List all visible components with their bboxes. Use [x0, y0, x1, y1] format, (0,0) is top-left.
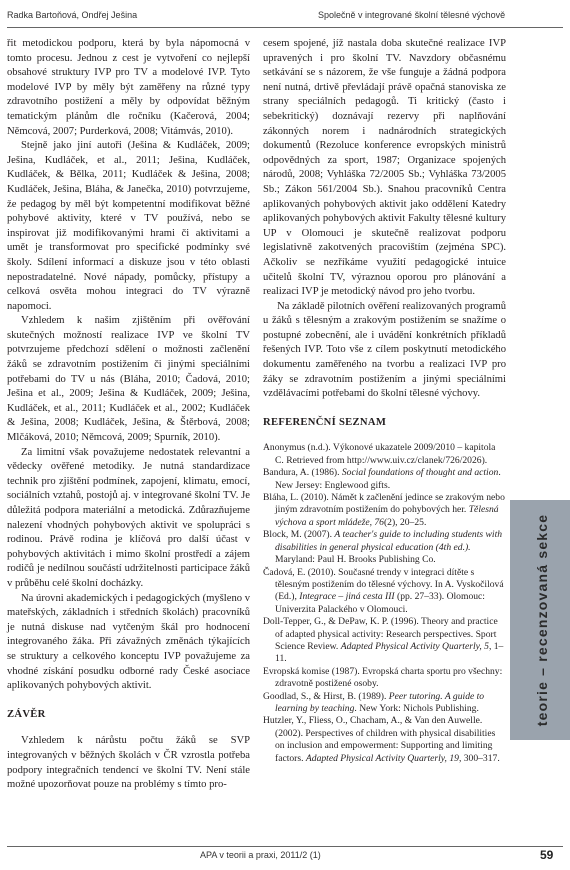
reference-text: Block, M. (2007). [263, 529, 335, 541]
page-header [0, 0, 570, 30]
reference-entry [263, 666, 506, 691]
reference-title: Peer tutoring. A guide to learning by teaching [275, 690, 485, 714]
paragraph: řit metodickou podporu, která by byla nápomocná v tomto procesu. Jednou z cest je vytvoření co nejlepší obsahové struktury IVP pro TV a modelové IVP. Tyto modelové IVP by měly být zaměřeny na různé typy zdravotního postižení a měly by odpovídat běžným tematickým plánům dle ročníku (Kačerová, 2004; Němcová, 2007; Purderková, 2008; Vitámvás, 2010). [7, 38, 250, 137]
footer-journal: APA v teorii a praxi, 2011/2 (1) [200, 850, 321, 860]
paragraph: Na úrovni akademických i pedagogických (myšleno v mateřských, základních i středních školách) pracovníků je nutná diskuse nad vytčeným škál pro hodnocení integrovaného žáka. Při závažných změnách týkajících se struktury a celkového konceptu IVP považujeme za vhodné získání posudku odborné rady České asociace aplikovaných pohybových aktivit. [7, 592, 250, 692]
section-heading-zaver: ZÁVĚR [7, 708, 46, 720]
reference-tail: (pp. 27–33). Olomouc: Univerzita Palackého v Olomouci. [275, 591, 485, 615]
header-authors: Radka Bartoňová, Ondřej Ješina [7, 10, 138, 20]
header-rule [7, 27, 563, 28]
reference-title: Tělesná výchova a sport mládeže, 76 [275, 504, 499, 528]
reference-entry [263, 567, 506, 617]
reference-entry [263, 529, 506, 566]
paragraph: cesem spojené, jíž nastala doba skutečné realizace IVP upravených i pro školní TV. Navzdory občasnému setkávání se s názorem, že vše funguje a žádná podpora není nutná, drtivě převládají právě opačná stanoviska ze strany speciálních pedagogů. Ti kritický (často i sebekritický) doznávají rezervy při naplňování zákonných norem i nadnárodních strategických dokumentů (Rezoluce konference evropských ministrů odpovědných za sport, 1987; Organizace spojených národů, 2008; Vyhláška 72/2005 Sb.; Vyhláška 73/2005 Sb.; Zákon 561/2004 Sb.). Snahou pracovníků Centra aplikovaných pohybových aktivit jako oddělení Katedry aplikovaných pohybových aktivit Fakulty tělesné kultury UP v Olomouci je skutečně realizovat podporu legislativně zakotvených pracovištím (zejména SPC). Ačkoliv se nezříkáme využití pedagogické intuice učitelů školní TV, výraznou oporou pro plánování a realizaci IVP je metodický návod pro jeho tvorbu. [263, 38, 506, 298]
reference-entry [263, 616, 506, 666]
reference-entry [263, 691, 506, 716]
reference-entry [263, 467, 506, 492]
reference-title: Integrace – jiná cesta III [299, 591, 395, 603]
reference-text: Doll-Tepper, G., & DePaw, K. P. (1996). Theory and practice of adapted physical activity: Research perspectives. Sport Science Review. [263, 616, 498, 652]
reference-tail: . New York: Nichols Publishing. [354, 702, 479, 714]
reference-title: A teacher's guide to including students with disabilities in general physical education (4th ed.). [275, 529, 503, 553]
reference-text: Anonymus (n.d.). Výkonové ukazatele 2009/2010 – kapitola C. Retrieved from http://www.uiv.cz/clanek/726/2026). [263, 442, 496, 466]
reference-text: Bláha, L. (2010). Námět k začlenění jedince se zrakovým nebo jiným zdravotním postižením do pohybových her. [263, 492, 505, 516]
reference-tail: , 1–11. [275, 640, 504, 665]
reference-tail: (2), 20–25. [383, 516, 427, 528]
reference-text: Bandura, A. (1986). [263, 467, 342, 479]
reference-tail: . New Jersey: Englewood gifts. [275, 467, 501, 491]
reference-title: Adapted Physical Activity Quarterly, 5 [340, 640, 489, 652]
paragraph: Na základě pilotních ověření realizovaných programů u žáků s tělesným a zrakovým postižením se snažíme o postupné zobecnění, ale i uvádění konkrétních příkladů řešených IVP. Toto vše z cílem poskytnutí metodického dokumentu zaměřeného na tvorbu a realizaci IVP pro žáky se zdravotním postižením a jinými speciálními vzdělávacími potřebami do školní tělesné výchovy. [263, 300, 506, 400]
section-side-tab [510, 500, 570, 740]
right-column [263, 37, 506, 765]
reference-entry [263, 715, 506, 765]
page-number: 59 [540, 848, 554, 862]
reference-list [263, 442, 506, 765]
paragraph: Vzhledem k nárůstu počtu žáků se SVP integrovaných v běžných školách v ČR vzrostla potřeba podpory integračních tendencí ve školní TV. Není stále možné upozorňovat pouze na problémy s tímto pro- [7, 735, 250, 791]
paragraph: Vzhledem k našim zjištěním při ověřování skutečných možností realizace IVP ve školní TV potvrzujeme předchozí sdělení o možnosti začlenění žáků se zdravotním postižením či jinými speciálními potřebami do TV u nás (Bláha, 2010; Čadová, 2010; Ješina et al., 2009; Ješina & Kudláček, 2009; Ješina, Kudláček, et al., 2011; Kudláček et al., 2002; Kudláček & Ješina, 2008; Kudláček, Ješina, & Štěrbová, 2008; Mlčáková, 2010; Němcová, 2009; Spurník, 2010). [7, 315, 250, 444]
reference-title: Adapted Physical Activity Quarterly, 19 [305, 752, 459, 764]
reference-text: Hutzler, Y., Fliess, O., Chacham, A., & Van den Auwelle. (2002). Perspectives of children with physical disabilities on inclusion and empowerment: Supporting and limiting factors. [263, 715, 496, 764]
reference-text: Čadová, E. (2010). Současné trendy v integraci dítěte s tělesným postižením do tělesné výchovy. In A. Vyskočilová (Ed.), [263, 566, 504, 603]
paragraph: Za limitní však považujeme nedostatek relevantní a vědecky ověřené metodiky. Je nutná standardizace technik pro zjištění podmínek, zapojení, klimatu, emocí, sociálních vztahů, postojů aj. v integrované školní TV. Je důležitá podpora materiální a metodická. Zdůrazňujeme nalezení vhodných pohybových aktivit ve spolupráci s rodinou. Právě rodina je klíčová pro další účast v pohybových aktivitách i mimo školní prostředí a zájem rodičů je nedílnou součástí udržitelnosti participace žáků v průběhu celé školní docházky. [7, 446, 250, 589]
reference-entry [263, 442, 506, 467]
reference-entry [263, 492, 506, 529]
side-tab-label: teorie – recenzovaná sekce [534, 513, 550, 727]
reference-tail: , 300–317. [458, 752, 500, 764]
section-heading-references: REFERENČNÍ SEZNAM [263, 416, 387, 428]
reference-tail: Maryland: Paul H. Brooks Publishing Co. [275, 554, 436, 566]
reference-title: Social foundations of thought and action [341, 467, 499, 479]
header-running-title: Společně v integrované školní tělesné výchově [318, 10, 506, 20]
reference-text: Goodlad, S., & Hirst, B. (1989). [263, 690, 389, 702]
reference-text: Evropská komise (1987). Evropská charta sportu pro všechny: zdravotně postižené osoby. [263, 665, 503, 690]
paragraph: Stejně jako jiní autoři (Ješina & Kudláček, 2009; Ješina, Kudláček, et al., 2011; Ješina, Kudláček, Kudláček, & Bělka, 2011; Kudláček & Ješina, 2008; Kudláček, Ješina, Bláha, & Janečka, 2010) potvrzujeme, že pedagog by měl být kompetentní modifikovat běžné pohybové aktivity, které v TV používá, nebo se inspirovat již modifikovanými hrami či aktivitami a umět je transformovat pro specifické podmínky své školy. Sdílení informací a diskuze jsou v této oblasti nepostradatelné. Nové nápady, pomůcky, přístupy a celková osvěta mohou integraci do TV výrazně napomoci. [7, 140, 250, 312]
left-column [7, 37, 250, 793]
footer-rule [7, 846, 563, 847]
